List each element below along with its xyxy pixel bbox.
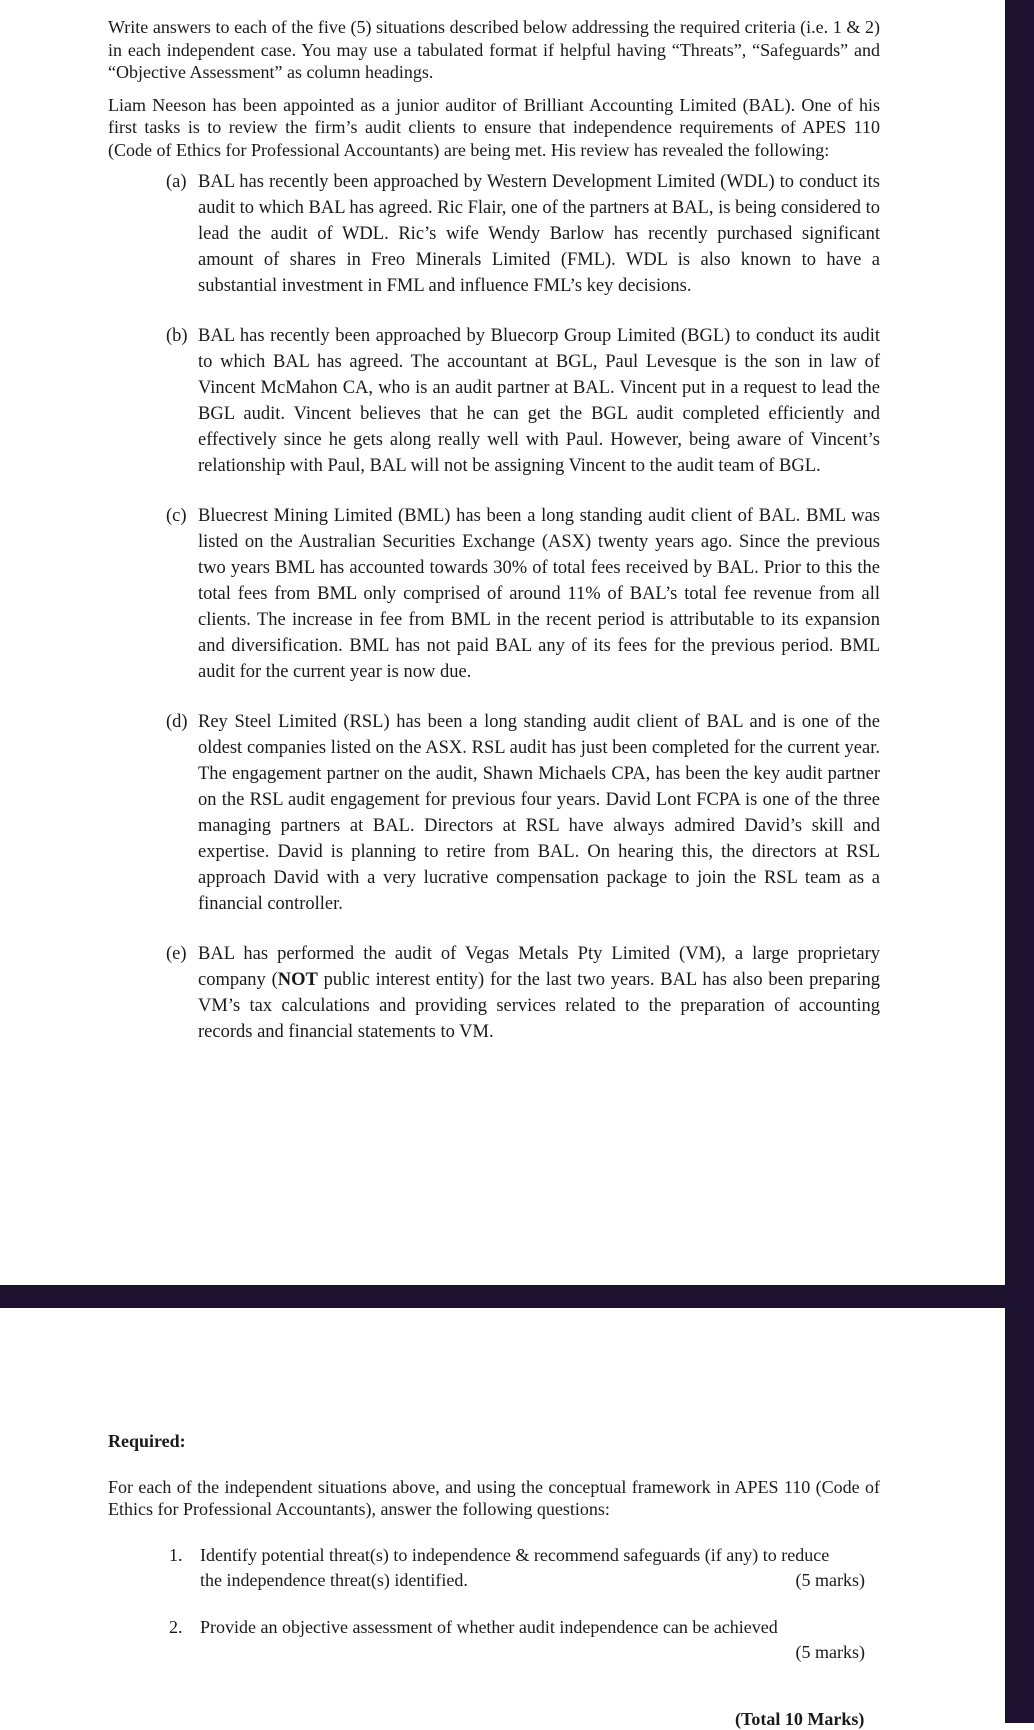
question-marks: (5 marks): [795, 1569, 865, 1590]
case-label: (a): [166, 172, 187, 192]
case-text: BAL has recently been approached by Bluecorp Group Limited (BGL) to conduct its audit to which BAL has agreed. The accountant at BGL, Paul Levesque is the son in law of Vincent McMahon CA, who is an audit partner at BAL. Vincent put in a request to lead the BGL audit. Vincent believes that he can get the BGL audit completed efficiently and effectively since he gets along really well with Paul. However, being aware of Vincent’s relationship with Paul, BAL will not be assigning Vincent to the audit team of BGL.: [198, 326, 880, 476]
question-marks: (5 marks): [795, 1641, 865, 1662]
case-text-after: public interest entity) for the last two years. BAL has also been preparing VM’s tax calculations and providing services related to the preparation of accounting records and financial statements to VM.: [198, 970, 880, 1042]
question-number: 1.: [169, 1544, 183, 1565]
page-break-divider: [0, 1285, 1005, 1308]
document-page-2: [108, 1430, 880, 1665]
case-label: (d): [166, 712, 188, 732]
case-text: BAL has recently been approached by Western Development Limited (WDL) to conduct its audit to which BAL has agreed. Ric Flair, one of the partners at BAL, is being considered to lead the audit of WDL. Ric’s wife Wendy Barlow has recently purchased significant amount of shares in Freo Minerals Limited (FML). WDL is also known to have a substantial investment in FML and influence FML’s key decisions.: [198, 172, 880, 296]
question-number: 2.: [169, 1616, 183, 1637]
case-label: (e): [166, 944, 187, 964]
case-item: [137, 941, 880, 1045]
case-text-before: BAL has performed the audit of Vegas Metals Pty Limited (VM), a large proprietary company (: [198, 944, 880, 990]
instructions-paragraph: Write answers to each of the five (5) situations described below addressing the required criteria (i.e. 1 & 2) in each independent case. You may use a tabulated format if helpful having “Threats”, “Safeguards” and “Objective Assessment” as column headings.: [108, 17, 880, 82]
question-text-line: Identify potential threat(s) to independence & recommend safeguards (if any) to reduce: [200, 1544, 830, 1565]
case-text: Bluecrest Mining Limited (BML) has been a long standing audit client of BAL. BML was listed on the Australian Securities Exchange (ASX) twenty years ago. Since the previous two years BML has accounted towards 30% of total fees received by BAL. Prior to this the total fees from BML only comprised of around 11% of BAL’s total fee revenue from all clients. The increase in fee from BML in the recent period is attributable to its expansion and diversification. BML has not paid BAL any of its fees for the previous period. BML audit for the current year is now due.: [198, 506, 880, 682]
scenario-intro-paragraph: Liam Neeson has been appointed as a junior auditor of Brilliant Accounting Limited (BAL). One of his first tasks is to review the firm’s audit clients to ensure that independence requirements of APES 110 (Code of Ethics for Professional Accountants) are being met. His review has revealed the following:: [108, 94, 880, 160]
case-item: [137, 323, 880, 479]
case-text: Rey Steel Limited (RSL) has been a long standing audit client of BAL and is one of the oldest companies listed on the ASX. RSL audit has just been completed for the current year. The engagement partner on the audit, Shawn Michaels CPA, has been the key audit partner on the RSL audit engagement for previous four years. David Lont FCPA is one of the three managing partners at BAL. Directors at RSL have always admired David’s skill and expertise. David is planning to retire from BAL. On hearing this, the directors at RSL approach David with a very lucrative compensation package to join the RSL team as a financial controller.: [198, 712, 880, 914]
question-text-line: Provide an objective assessment of whether audit independence can be achieved: [200, 1616, 778, 1637]
question-text-continued: the independence threat(s) identified.: [200, 1569, 468, 1590]
viewer-scroll-frame: [1005, 0, 1034, 1723]
case-item: [137, 709, 880, 917]
case-text: [198, 944, 880, 1042]
question-item: [169, 1543, 880, 1593]
case-item: [137, 503, 880, 685]
case-text-emphasis: NOT: [277, 970, 318, 990]
document-page-1: [108, 16, 880, 1045]
case-label: (c): [166, 506, 187, 526]
required-heading: Required:: [108, 1431, 186, 1451]
required-intro: For each of the independent situations above, and using the conceptual framework in APES 110 (Code of Ethics for Professional Accountants), answer the following questions:: [108, 1476, 880, 1519]
case-label: (b): [166, 326, 188, 346]
question-text-line: [200, 1568, 880, 1593]
question-item: [169, 1615, 880, 1665]
case-item: [137, 169, 880, 299]
total-marks: (Total 10 Marks): [735, 1709, 865, 1729]
